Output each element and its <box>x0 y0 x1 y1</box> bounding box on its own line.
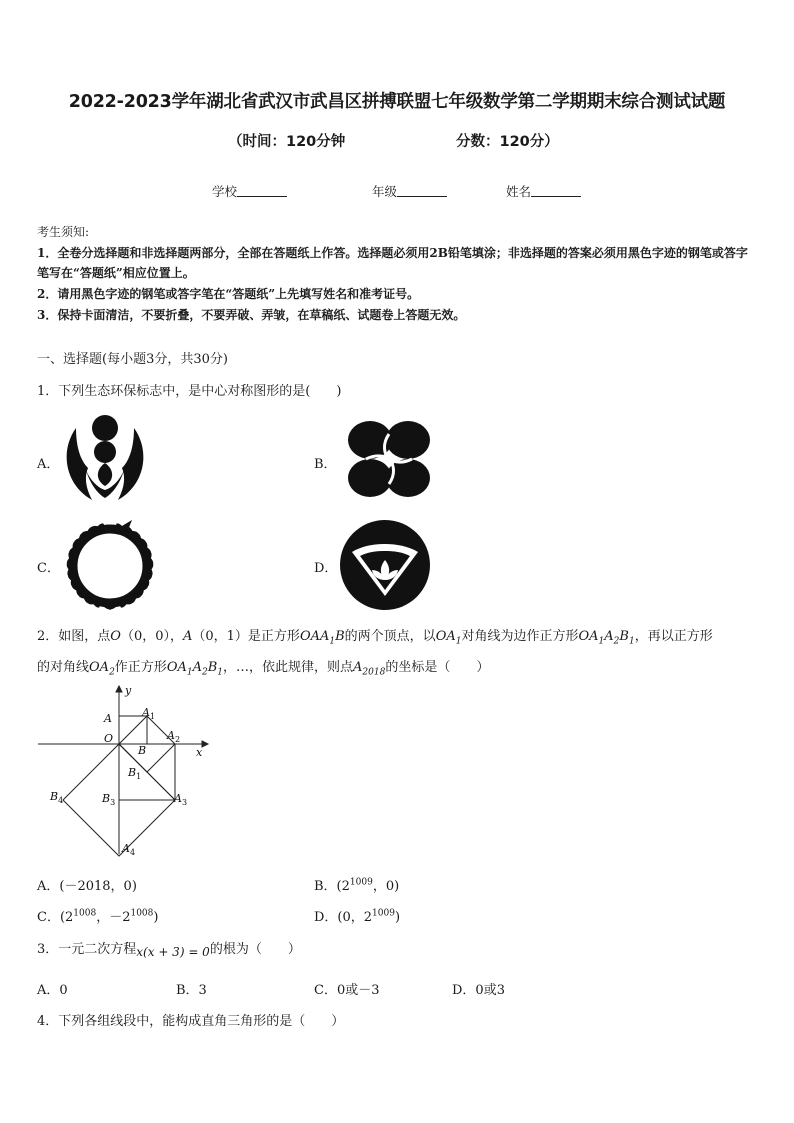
q2-option-d: D．(0，$2^{1009}$) <box>314 908 401 925</box>
y-axis-arrow <box>116 686 122 692</box>
exam-time: （时间：120分钟 <box>228 134 346 150</box>
notice-item-1: 1．全卷分选择题和非选择题两部分，全部在答题纸上作答。选择题必须用2B铅笔填涂；非选择题的答案必须用黑色字迹的钢笔或答字笔写在“答题纸”相应位置上。 <box>37 246 748 280</box>
question-4-stem: 4．下列各组线段中，能构成直角三角形的是（ ） <box>37 1014 345 1029</box>
grade-label: 年级 <box>372 184 398 199</box>
label-o: O <box>104 732 114 745</box>
q2-text-7: 的对角线 <box>37 660 90 675</box>
q1-option-b-logo <box>338 414 440 504</box>
school-field <box>212 182 287 200</box>
q2-text-10: 的坐标是（ ） <box>385 660 490 675</box>
grade-field <box>372 182 447 200</box>
q1-option-a-label: A． <box>37 457 60 472</box>
q2-text-2: （0，0）， <box>120 629 183 644</box>
page-title: 2022-2023学年湖北省武汉市武昌区拼搏联盟七年级数学第二学期期末综合测试试题 <box>68 92 726 112</box>
label-a2: $A_2$ <box>167 729 181 744</box>
label-a3: $A_3$ <box>174 792 188 807</box>
label-b4: $B_4$ <box>50 790 64 805</box>
question-2-line-2: 的对角线$OA_2$作正方形$OA_1A_2B_1$，…，依此规律，则点$A_{2018}$的坐标是（ ） <box>37 660 490 678</box>
label-a1: $A_1$ <box>142 706 156 721</box>
q1-option-d-logo <box>338 518 432 612</box>
q1-option-a-logo <box>62 414 148 506</box>
question-1-stem: 1．下列生态环保标志中，是中心对称图形的是( ) <box>37 384 342 399</box>
name-label: 姓名 <box>506 184 532 199</box>
q2-text-4: 的两个顶点，以 <box>344 629 436 644</box>
q3-option-d: D．0或3 <box>452 983 505 998</box>
grade-blank <box>397 185 447 197</box>
q2-text-5: 对角线为边作正方形 <box>461 629 579 644</box>
x-axis-arrow <box>202 741 208 747</box>
name-field <box>506 182 581 200</box>
label-x: x <box>196 746 203 759</box>
label-y: y <box>125 684 132 697</box>
label-a: A <box>104 712 112 725</box>
question-2-line-1: 2．如图，点O（0，0），A（0，1）是正方形$OAA_1B$的两个顶点，以$OA_1$对角线为边作正方形$OA_1A_2B_1$，再以正方形 <box>37 629 713 647</box>
school-blank <box>237 185 287 197</box>
q2-text-6: ，再以正方形 <box>634 629 713 644</box>
q1-option-b-label: B． <box>314 457 337 472</box>
q3-option-c: C．0或－3 <box>314 983 380 998</box>
label-b: B <box>138 744 147 757</box>
q3-equation: x(x + 3) = 0 <box>136 945 210 959</box>
school-label: 学校 <box>212 184 238 199</box>
q2-text-9: ，…，依此规律，则点 <box>223 660 354 675</box>
notice-item-3: 3．保持卡面清洁，不要折叠，不要弄破、弄皱，在草稿纸、试题卷上答题无效。 <box>37 308 466 322</box>
q1-option-c-label: C． <box>37 561 60 576</box>
q1-option-c-logo <box>60 518 160 612</box>
q2-figure <box>34 684 214 860</box>
notice-item-2: 2．请用黑色字迹的钢笔或答字笔在“答题纸”上先填写姓名和准考证号。 <box>37 287 420 301</box>
label-b3: $B_3$ <box>102 792 116 807</box>
q2-text-3: （0，1）是正方形 <box>192 629 300 644</box>
q2-text-8: 作正方形 <box>114 660 167 675</box>
notice-heading: 考生须知: <box>37 225 90 239</box>
question-3-stem: 3．一元二次方程x(x + 3) = 0的根为（ ） <box>37 942 301 959</box>
q2-option-b: B．($2^{1009}$，0) <box>314 877 400 894</box>
exam-score: 分数：120分） <box>456 134 559 150</box>
q2-option-a: A．(－2018，0) <box>37 879 137 894</box>
q3-option-b: B．3 <box>176 983 207 998</box>
label-a4: $A_4$ <box>122 842 136 857</box>
label-b1: $B_1$ <box>128 766 142 781</box>
q3-option-a: A．0 <box>37 983 68 998</box>
section-heading: 一、选择题(每小题3分，共30分) <box>37 352 228 367</box>
q2-option-c: C．($2^{1008}$，$-2^{1008}$) <box>37 908 159 925</box>
q1-option-d-label: D． <box>314 561 338 576</box>
q2-text-1: 2．如图，点 <box>37 629 111 644</box>
name-blank <box>531 185 581 197</box>
